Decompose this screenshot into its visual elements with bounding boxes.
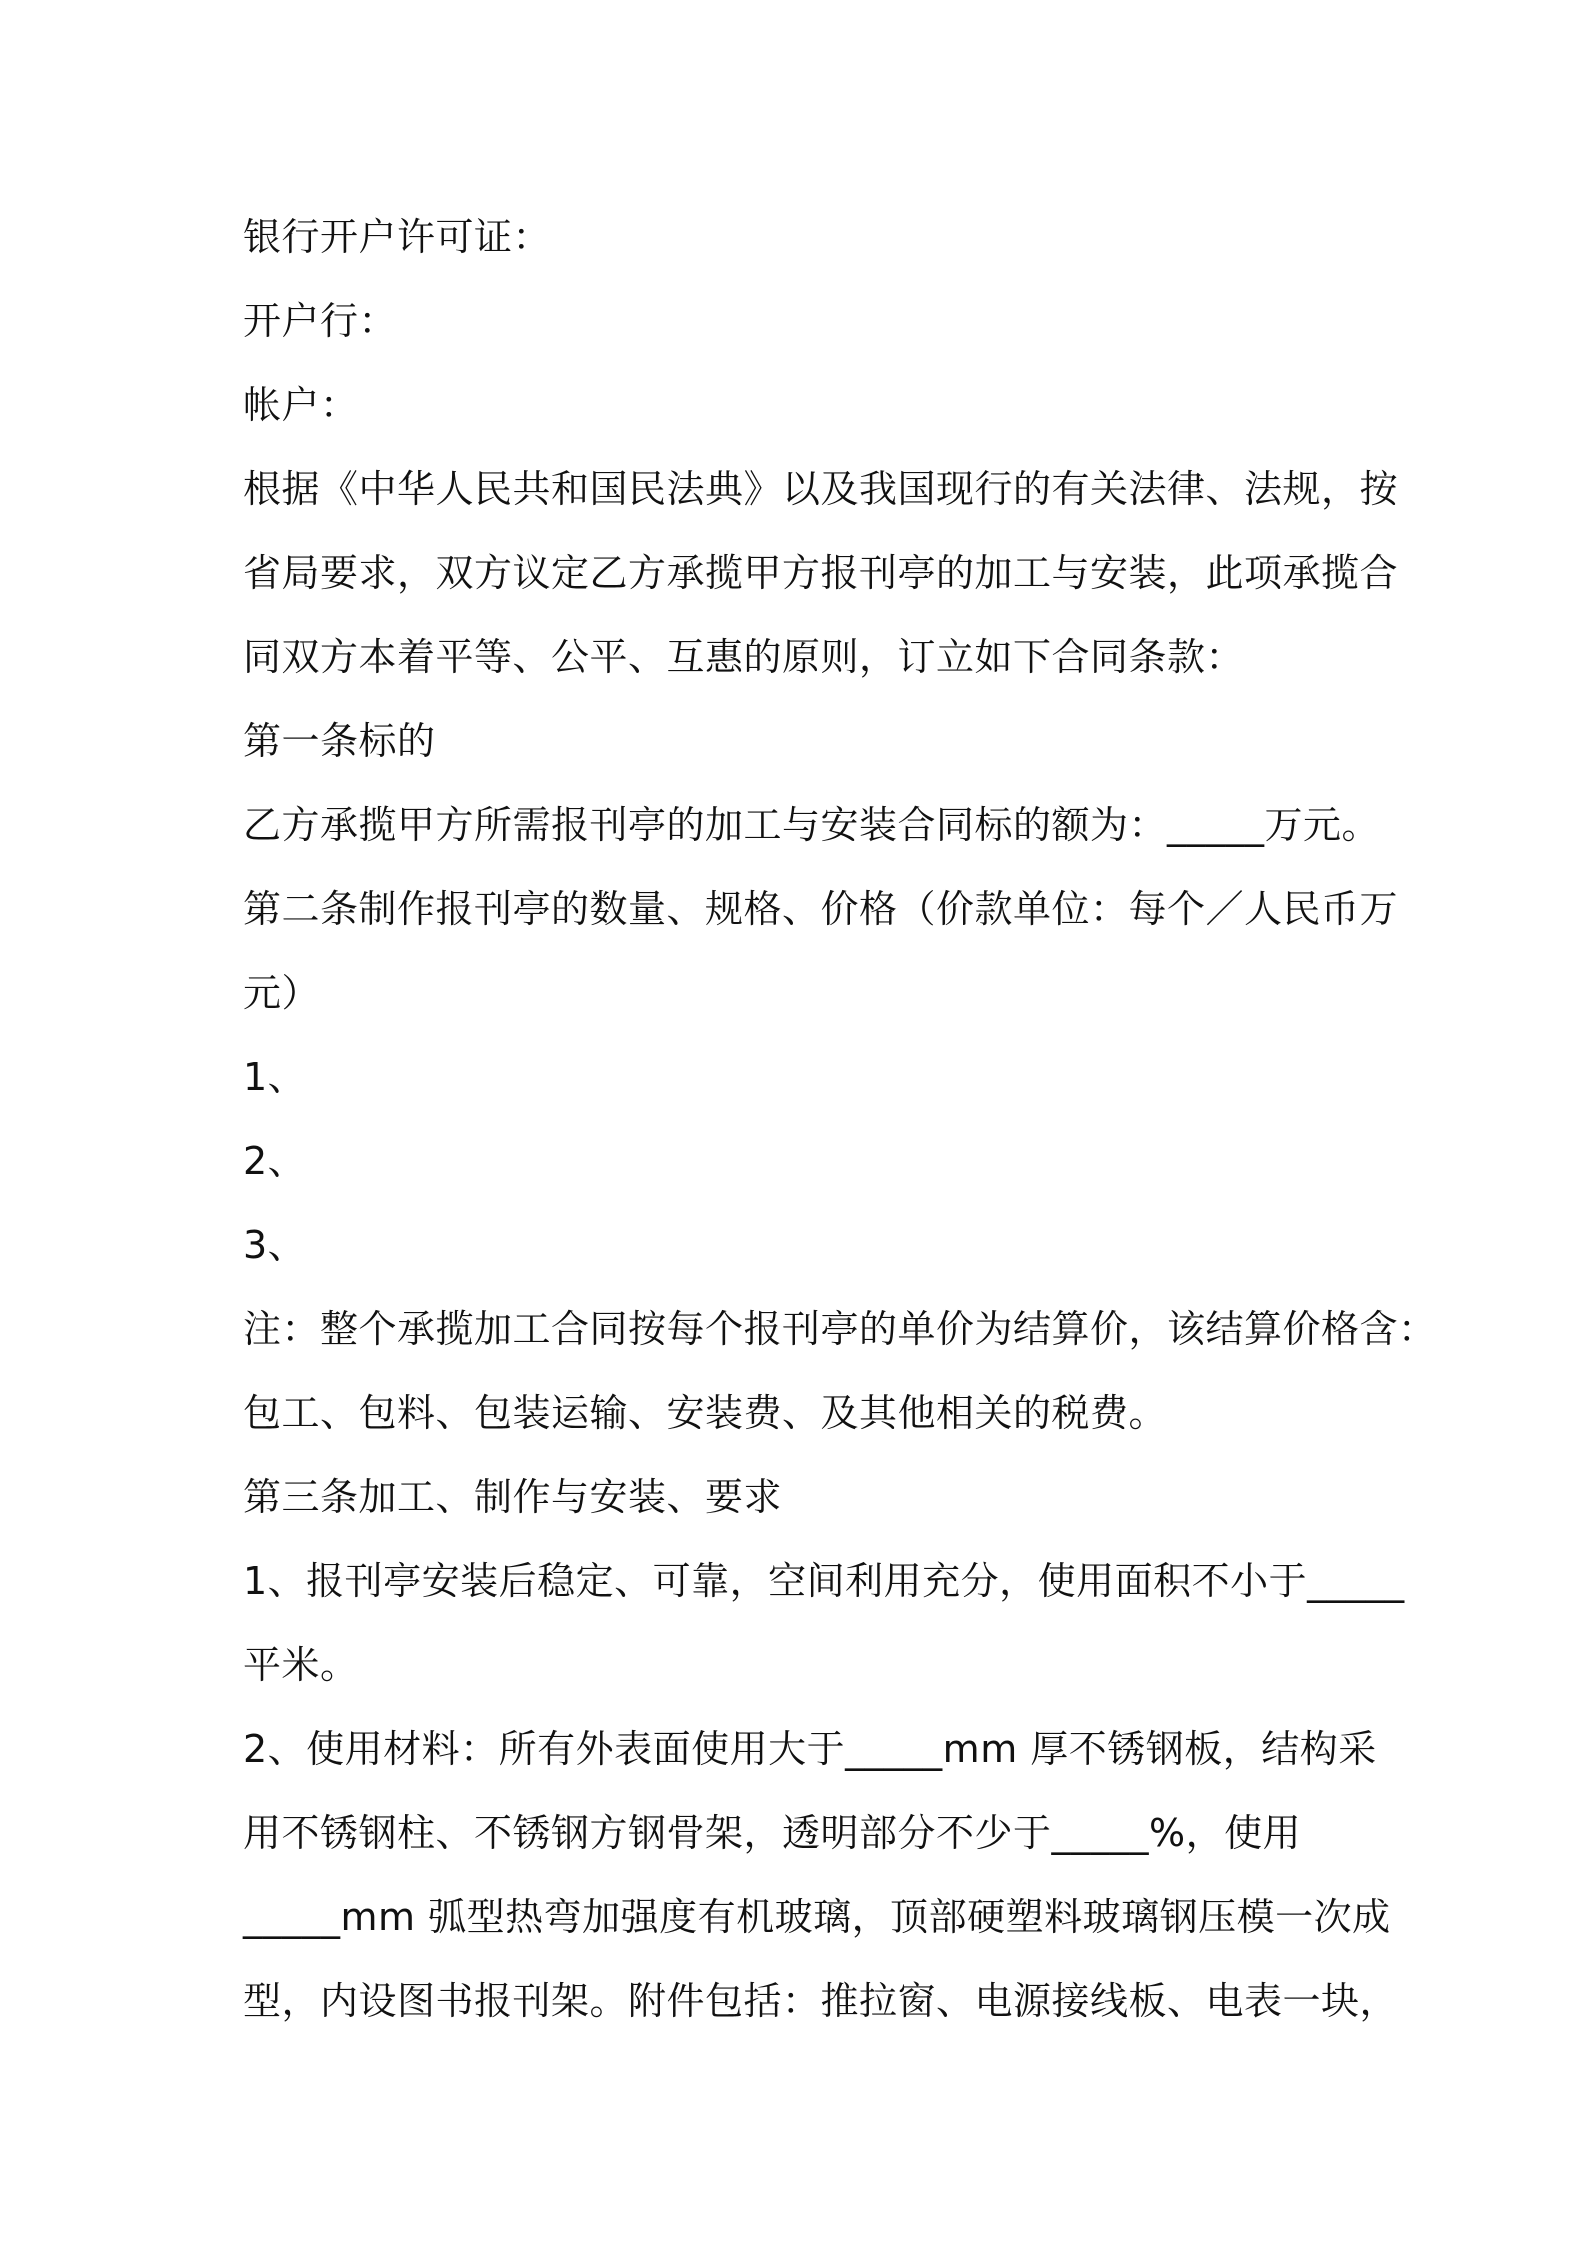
bank-license-label: 银行开户许可证： [243,215,552,259]
preamble-line-3: 同双方本着平等、公平、互惠的原则，订立如下合同条款： [243,635,1245,679]
opening-bank-label: 开户行： [243,299,398,343]
article-2-heading-line-1: 第二条制作报刊亭的数量、规格、价格（价款单位：每个／人民币万 [243,887,1399,931]
note-line-1: 注：整个承揽加工合同按每个报刊亭的单价为结算价，该结算价格含： [243,1307,1437,1351]
article-3-item-1-line-1: 1、报刊亭安装后稳定、可靠，空间利用充分，使用面积不小于_____ [243,1559,1405,1603]
document-body [243,195,1437,2043]
article-1-text: 乙方承揽甲方所需报刊亭的加工与安装合同标的额为：_____万元。 [243,803,1381,847]
article-3-heading: 第三条加工、制作与安装、要求 [243,1475,783,1519]
article-3-item-2-line-4: 型，内设图书报刊架。附件包括：推拉窗、电源接线板、电表一块， [243,1979,1399,2023]
note-line-2: 包工、包料、包装运输、安装费、及其他相关的税费。 [243,1391,1168,1435]
article-3-item-2-line-3: _____mm 弧型热弯加强度有机玻璃，顶部硬塑料玻璃钢压模一次成 [243,1895,1391,1939]
article-3-item-2-line-1: 2、使用材料：所有外表面使用大于_____mm 厚不锈钢板，结构采 [243,1727,1377,1771]
article-2-heading-line-2: 元） [243,971,321,1015]
article-3-item-2-line-2: 用不锈钢柱、不锈钢方钢骨架，透明部分不少于_____%，使用 [243,1811,1302,1855]
preamble-line-1: 根据《中华人民共和国民法典》以及我国现行的有关法律、法规，按 [243,467,1399,511]
article-3-item-1-line-2: 平米。 [243,1643,359,1687]
article-1-heading: 第一条标的 [243,719,436,763]
account-label: 帐户： [243,383,359,427]
preamble-line-2: 省局要求，双方议定乙方承揽甲方报刊亭的加工与安装，此项承揽合 [243,551,1399,595]
article-2-item-1: 1、 [243,1055,307,1099]
article-2-item-2: 2、 [243,1139,307,1183]
article-2-item-3: 3、 [243,1223,307,1267]
